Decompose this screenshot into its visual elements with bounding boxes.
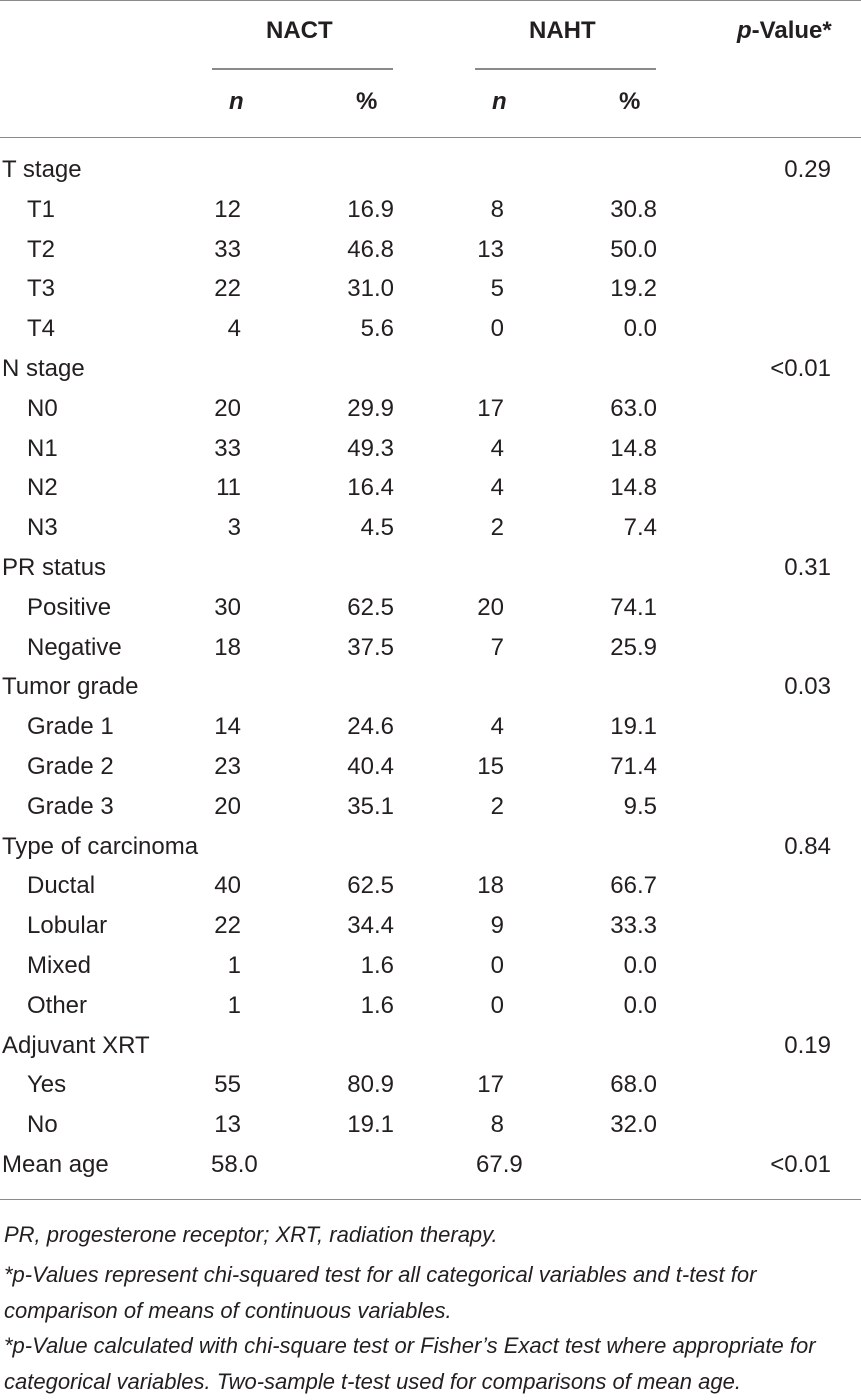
- header-nact: NACT: [266, 17, 333, 44]
- table-row: [0, 986, 861, 1026]
- naht-pct-cell: 71.4: [610, 753, 657, 780]
- naht-n-cell: 0: [490, 991, 504, 1019]
- table-row: [0, 1026, 861, 1066]
- row-label: T2: [27, 235, 56, 263]
- category-label: Type of carcinoma: [2, 832, 199, 860]
- category-label: Adjuvant XRT: [2, 1031, 150, 1059]
- nact-pct-cell: 19.1: [347, 1111, 394, 1139]
- naht-pct-cell: 19.1: [610, 713, 657, 741]
- naht-n-cell: 4: [490, 474, 504, 502]
- nact-pct-cell: 46.8: [347, 235, 394, 263]
- nact-n-cell: 20: [214, 394, 241, 422]
- nact-n-cell: 4: [227, 315, 241, 343]
- table-row: [0, 389, 861, 429]
- header-naht-n: n: [492, 88, 507, 115]
- nact-pct-cell: 80.9: [347, 1071, 394, 1099]
- nact-n-cell: 30: [214, 593, 241, 621]
- nact-n-cell: 11: [216, 474, 241, 502]
- pvalue-cell: 0.31: [784, 554, 831, 581]
- table-row: [0, 906, 861, 946]
- naht-pct-cell: 9.5: [623, 792, 657, 820]
- nact-n-cell: 1: [227, 952, 241, 979]
- pvalue-cell: 0.84: [784, 832, 831, 860]
- footnote-abbreviations: PR, progesterone receptor; XRT, radiation therapy.: [4, 1222, 498, 1247]
- pvalue-cell: 0.19: [784, 1031, 831, 1059]
- row-label: T4: [27, 315, 56, 343]
- row-label: N3: [27, 514, 58, 542]
- nact-n-cell: 22: [214, 912, 241, 940]
- naht-pct-cell: 14.8: [610, 474, 657, 502]
- naht-n-cell: 5: [490, 275, 504, 303]
- row-label: No: [27, 1111, 58, 1139]
- nact-pct-cell: 24.6: [347, 713, 394, 741]
- nact-pct-cell: 31.0: [347, 275, 394, 303]
- row-label: T3: [27, 275, 56, 303]
- table-row: [0, 707, 861, 747]
- top-rule: [0, 0, 861, 1]
- naht-pct-cell: 50.0: [610, 235, 657, 263]
- naht-n-cell: 8: [490, 195, 504, 223]
- row-label: N2: [27, 474, 58, 502]
- naht-pct-cell: 19.2: [610, 275, 657, 303]
- table-row: [0, 747, 861, 787]
- table-row: [0, 230, 861, 270]
- row-label: Grade 3: [27, 792, 114, 820]
- table-row: [0, 667, 861, 707]
- table-row: [0, 866, 861, 906]
- category-label: N stage: [2, 355, 85, 382]
- nact-n-cell: 18: [214, 633, 241, 661]
- naht-pct-cell: 0.0: [623, 952, 657, 979]
- table-row: [0, 827, 861, 867]
- row-label: Yes: [27, 1071, 67, 1099]
- nact-n-cell: 23: [214, 753, 241, 780]
- naht-pct-cell: 63.0: [610, 394, 657, 422]
- naht-n-cell: 13: [477, 235, 504, 263]
- nact-pct-cell: 1.6: [360, 952, 394, 979]
- row-label: Lobular: [27, 912, 108, 940]
- naht-n-cell: 7: [490, 633, 504, 661]
- nact-group-rule: [212, 68, 393, 70]
- table-row: [0, 429, 861, 469]
- naht-n-cell: 0: [490, 315, 504, 343]
- row-label: Grade 1: [27, 713, 114, 741]
- naht-pct-cell: 33.3: [610, 912, 657, 940]
- nact-pct-cell: 35.1: [347, 792, 394, 820]
- nact-n-cell: 3: [227, 514, 241, 542]
- header-nact-n: n: [229, 88, 244, 115]
- header-naht: NAHT: [529, 17, 596, 44]
- nact-pct-cell: 1.6: [360, 991, 394, 1019]
- nact-mean-cell: 58.0: [211, 1151, 258, 1178]
- table-row: [0, 628, 861, 668]
- table-row: [0, 787, 861, 827]
- nact-pct-cell: 40.4: [347, 753, 394, 780]
- pvalue-cell: 0.29: [784, 156, 831, 183]
- naht-group-rule: [475, 68, 656, 70]
- naht-mean-cell: 67.9: [476, 1151, 523, 1178]
- nact-n-cell: 55: [214, 1071, 241, 1099]
- header-nact-pct: %: [356, 88, 378, 115]
- header-pvalue: [737, 16, 832, 46]
- nact-n-cell: 33: [214, 434, 241, 462]
- naht-n-cell: 17: [477, 394, 504, 422]
- nact-pct-cell: 16.4: [347, 474, 394, 502]
- pvalue-cell: 0.03: [784, 673, 831, 701]
- naht-n-cell: 4: [490, 713, 504, 741]
- nact-pct-cell: 34.4: [347, 912, 394, 940]
- naht-n-cell: 18: [477, 872, 504, 900]
- nact-n-cell: 20: [214, 792, 241, 820]
- row-label: Negative: [27, 633, 122, 661]
- naht-n-cell: 15: [477, 753, 504, 780]
- naht-pct-cell: 0.0: [623, 991, 657, 1019]
- category-label: Mean age: [2, 1151, 109, 1178]
- table-row: [0, 1065, 861, 1105]
- pvalue-cell: <0.01: [770, 355, 831, 382]
- row-label: Positive: [27, 593, 112, 621]
- header-pvalue-p: p: [737, 17, 752, 44]
- row-label: Other: [27, 991, 88, 1019]
- naht-pct-cell: 32.0: [610, 1111, 657, 1139]
- naht-pct-cell: 14.8: [610, 434, 657, 462]
- naht-pct-cell: 66.7: [610, 872, 657, 900]
- nact-n-cell: 22: [214, 275, 241, 303]
- naht-pct-cell: 25.9: [610, 633, 657, 661]
- table-row: [0, 150, 861, 190]
- nact-pct-cell: 62.5: [347, 872, 394, 900]
- table-row: [0, 190, 861, 230]
- header-rule: [0, 137, 861, 138]
- row-label: T1: [27, 195, 56, 223]
- footnote-pvalue-calc: *p-Value calculated with chi-square test or Fisher’s Exact test where appropriate for categorical variables. Two-sample t-test used for comparisons of mean age.: [4, 1333, 816, 1394]
- row-label: Ductal: [27, 872, 96, 900]
- footnote-pvalue-tests: *p-Values represent chi-squared test for all categorical variables and t-test for comparison of means of continuous variables.: [4, 1262, 757, 1323]
- row-label: Grade 2: [27, 753, 114, 780]
- nact-n-cell: 1: [227, 991, 241, 1019]
- category-label: T stage: [2, 156, 82, 183]
- row-label: N1: [27, 434, 58, 462]
- nact-n-cell: 40: [214, 872, 241, 900]
- nact-pct-cell: 49.3: [347, 434, 394, 462]
- table-row: [0, 349, 861, 389]
- nact-pct-cell: 62.5: [347, 593, 394, 621]
- nact-n-cell: 12: [214, 195, 241, 223]
- naht-pct-cell: 0.0: [623, 315, 657, 343]
- naht-n-cell: 2: [490, 792, 504, 820]
- category-label: Tumor grade: [2, 673, 139, 701]
- nact-n-cell: 14: [214, 713, 241, 741]
- table-row: [0, 588, 861, 628]
- naht-n-cell: 0: [490, 952, 504, 979]
- naht-n-cell: 4: [490, 434, 504, 462]
- naht-n-cell: 2: [490, 514, 504, 542]
- category-label: PR status: [2, 554, 107, 581]
- naht-pct-cell: 30.8: [610, 195, 657, 223]
- nact-pct-cell: 4.5: [360, 514, 394, 542]
- row-label: Mixed: [27, 952, 92, 979]
- table-row: [0, 946, 861, 986]
- row-label: N0: [27, 394, 58, 422]
- naht-n-cell: 20: [477, 593, 504, 621]
- nact-n-cell: 33: [214, 235, 241, 263]
- table-row: [0, 1145, 861, 1185]
- naht-pct-cell: 74.1: [610, 593, 657, 621]
- nact-pct-cell: 16.9: [347, 195, 394, 223]
- table-row: [0, 1105, 861, 1145]
- table-row: [0, 548, 861, 588]
- naht-pct-cell: 7.4: [623, 514, 657, 542]
- nact-pct-cell: 37.5: [347, 633, 394, 661]
- nact-n-cell: 13: [214, 1111, 241, 1139]
- naht-n-cell: 9: [490, 912, 504, 940]
- table-row: [0, 468, 861, 508]
- header-pvalue-suffix: -Value*: [751, 17, 832, 44]
- naht-pct-cell: 68.0: [610, 1071, 657, 1099]
- header-naht-pct: %: [619, 88, 641, 115]
- naht-n-cell: 17: [477, 1071, 504, 1099]
- bottom-rule: [0, 1199, 861, 1200]
- table-row: [0, 269, 861, 309]
- nact-pct-cell: 29.9: [347, 394, 394, 422]
- table-row: [0, 508, 861, 548]
- nact-pct-cell: 5.6: [360, 315, 394, 343]
- pvalue-cell: <0.01: [770, 1151, 831, 1178]
- table-row: [0, 309, 861, 349]
- naht-n-cell: 8: [490, 1111, 504, 1139]
